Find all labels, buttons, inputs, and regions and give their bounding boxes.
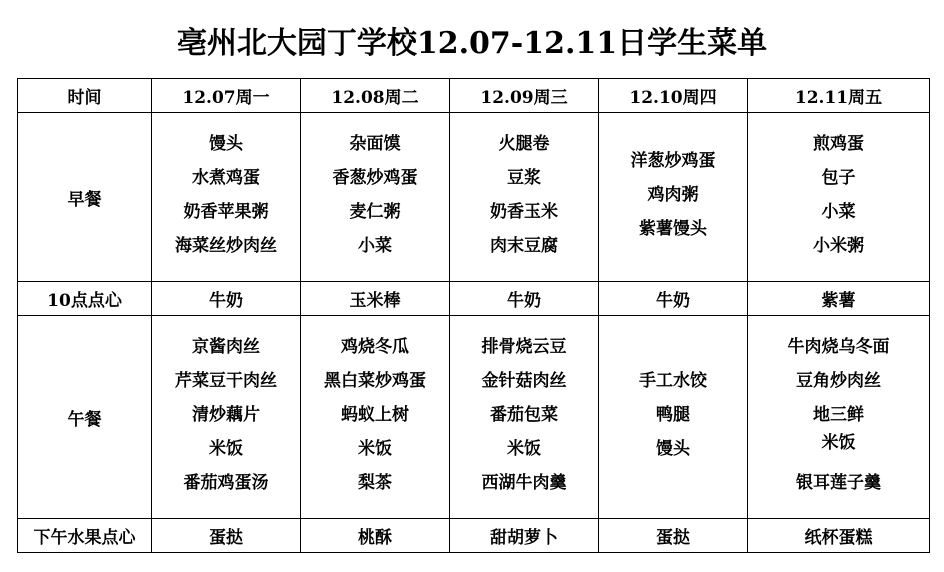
snack-cell-thu: 牛奶 xyxy=(599,282,748,316)
fruit-cell-thu: 蛋挞 xyxy=(599,519,748,553)
menu-item: 西湖牛肉羹 xyxy=(481,473,567,493)
menu-item: 手工水饺 xyxy=(639,371,707,391)
menu-item: 鸡肉粥 xyxy=(647,185,699,205)
menu-item: 番茄包菜 xyxy=(490,405,558,425)
menu-item: 米饭 xyxy=(209,439,243,459)
menu-item: 牛肉烧乌冬面 xyxy=(787,337,890,357)
day-header-tue: 12.08周二 xyxy=(301,79,450,113)
snack-cell-fri: 紫薯 xyxy=(748,282,930,316)
header-label: 时间 xyxy=(18,79,152,113)
menu-item: 米饭 xyxy=(821,433,856,453)
breakfast-cell-tue xyxy=(301,113,450,282)
fruit-cell-tue: 桃酥 xyxy=(301,519,450,553)
menu-item: 清炒藕片 xyxy=(192,405,260,425)
lunch-cell-tue xyxy=(301,316,450,519)
day-header-mon: 12.07周一 xyxy=(152,79,301,113)
menu-item: 豆角炒肉丝 xyxy=(796,371,881,391)
lunch-cell-wed xyxy=(450,316,599,519)
breakfast-cell-wed xyxy=(450,113,599,282)
menu-item: 米饭 xyxy=(507,439,541,459)
breakfast-label: 早餐 xyxy=(18,113,152,282)
header-row xyxy=(18,79,930,113)
snack-cell-mon: 牛奶 xyxy=(152,282,301,316)
lunch-cell-mon xyxy=(152,316,301,519)
menu-item: 紫薯馒头 xyxy=(639,219,707,239)
menu-item: 肉末豆腐 xyxy=(490,236,558,256)
menu-item: 小菜 xyxy=(821,202,856,222)
menu-item: 香葱炒鸡蛋 xyxy=(332,168,418,188)
menu-item: 芹菜豆干肉丝 xyxy=(175,371,277,391)
menu-item: 鸭腿 xyxy=(656,405,690,425)
menu-item: 梨茶 xyxy=(358,473,392,493)
menu-item: 奶香玉米 xyxy=(490,202,558,222)
menu-item: 火腿卷 xyxy=(498,134,550,154)
breakfast-cell-mon xyxy=(152,113,301,282)
menu-item: 馒头 xyxy=(209,134,243,154)
fruit-cell-wed: 甜胡萝卜 xyxy=(450,519,599,553)
fruit-cell-mon: 蛋挞 xyxy=(152,519,301,553)
menu-item: 煎鸡蛋 xyxy=(813,134,864,154)
menu-item: 豆浆 xyxy=(507,168,541,188)
snack-row xyxy=(18,282,930,316)
menu-item: 京酱肉丝 xyxy=(192,337,260,357)
day-header-wed: 12.09周三 xyxy=(450,79,599,113)
snack-cell-tue: 玉米棒 xyxy=(301,282,450,316)
menu-item: 小米粥 xyxy=(813,236,864,256)
menu-item: 地三鲜 xyxy=(813,405,864,425)
lunch-cell-thu xyxy=(599,316,748,519)
menu-table xyxy=(17,78,930,553)
menu-item: 水煮鸡蛋 xyxy=(192,168,260,188)
day-header-fri: 12.11周五 xyxy=(748,79,930,113)
snack-label: 10点点心 xyxy=(18,282,152,316)
menu-item: 金针菇肉丝 xyxy=(481,371,567,391)
breakfast-cell-thu xyxy=(599,113,748,282)
menu-item: 小菜 xyxy=(358,236,392,256)
lunch-cell-fri xyxy=(748,316,930,519)
lunch-row xyxy=(18,316,930,519)
snack-cell-wed: 牛奶 xyxy=(450,282,599,316)
menu-item: 奶香苹果粥 xyxy=(183,202,269,222)
breakfast-cell-fri xyxy=(748,113,930,282)
menu-item: 米饭 xyxy=(358,439,392,459)
menu-item: 麦仁粥 xyxy=(349,202,401,222)
menu-item: 鸡烧冬瓜 xyxy=(341,337,409,357)
menu-item: 番茄鸡蛋汤 xyxy=(183,473,269,493)
page-title: 亳州北大园丁学校12.07-12.11日学生菜单 xyxy=(176,26,768,61)
fruit-cell-fri: 纸杯蛋糕 xyxy=(748,519,930,553)
menu-item: 馒头 xyxy=(656,439,690,459)
menu-item: 杂面馍 xyxy=(349,134,401,154)
breakfast-row xyxy=(18,113,930,282)
day-header-thu: 12.10周四 xyxy=(599,79,748,113)
menu-item: 蚂蚁上树 xyxy=(341,405,409,425)
menu-item: 包子 xyxy=(821,168,856,188)
fruit-row xyxy=(18,519,930,553)
menu-item: 排骨烧云豆 xyxy=(481,337,567,357)
lunch-label: 午餐 xyxy=(18,316,152,519)
menu-item: 银耳莲子羹 xyxy=(796,473,881,493)
menu-item: 黑白菜炒鸡蛋 xyxy=(324,371,426,391)
menu-item: 洋葱炒鸡蛋 xyxy=(630,151,716,171)
menu-item: 海菜丝炒肉丝 xyxy=(175,236,277,256)
fruit-label: 下午水果点心 xyxy=(18,519,152,553)
